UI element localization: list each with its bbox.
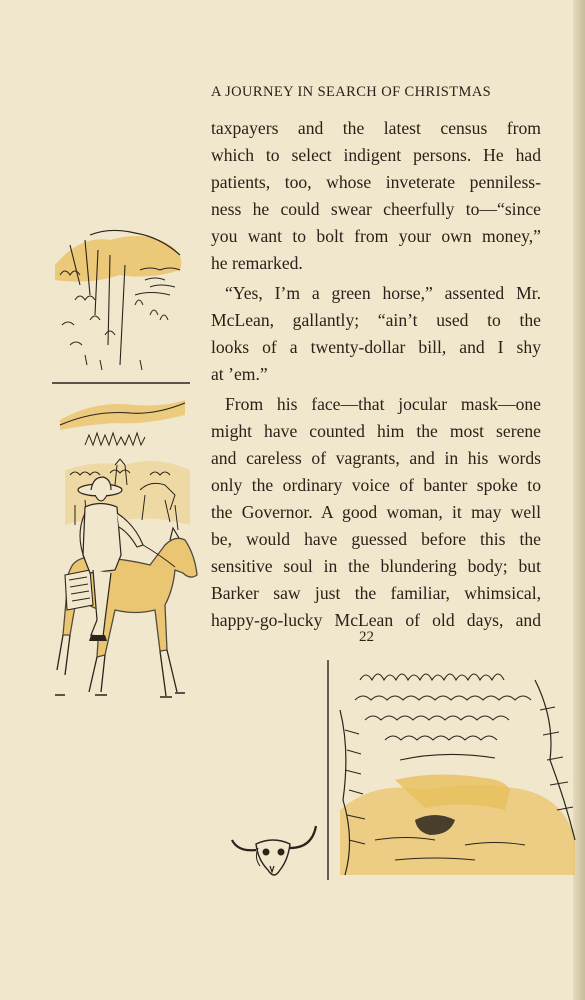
text-line: which to select indigent persons. He had [211, 145, 541, 165]
landscape-illustration [50, 225, 200, 390]
body-text [211, 115, 541, 634]
text-line: be, would have guessed before this the [211, 529, 541, 549]
text-line: Barker saw just the familiar, whimsical, [211, 583, 541, 603]
text-line: “Yes, I’m a green horse,” assented Mr. [225, 283, 541, 303]
cowboy-on-horse-illustration [55, 395, 205, 720]
running-head: A JOURNEY IN SEARCH OF CHRISTMAS [211, 84, 492, 100]
steer-skull-illustration [228, 820, 320, 884]
text-line: sensitive soul in the blundering body; but [211, 556, 541, 576]
divider-rule [325, 660, 331, 880]
canyon-illustration [335, 640, 580, 880]
text-line: happy-go-lucky McLean of old days, and [211, 610, 541, 630]
text-line: ness he could swear cheerfully to—“since [211, 199, 541, 219]
text-line: might have counted him the most serene [211, 421, 541, 441]
text-line: and careless of vagrants, and in his words [211, 448, 541, 468]
text-line: taxpayers and the latest census from [211, 118, 541, 138]
text-line: he remarked. [211, 253, 303, 273]
text-line: you want to bolt from your own money,” [211, 226, 541, 246]
text-line: only the ordinary voice of banter spoke to [211, 475, 541, 495]
text-line: From his face—that jocular mask—one [225, 394, 541, 414]
text-line: the Governor. A good woman, it may well [211, 502, 541, 522]
page-number: 22 [359, 629, 374, 645]
text-line: patients, too, whose inveterate penniless- [211, 172, 541, 192]
text-line: at ’em.” [211, 364, 268, 384]
text-line: McLean, gallantly; “ain’t used to the [211, 310, 541, 330]
text-line: looks of a twenty-dollar bill, and I shy [211, 337, 541, 357]
